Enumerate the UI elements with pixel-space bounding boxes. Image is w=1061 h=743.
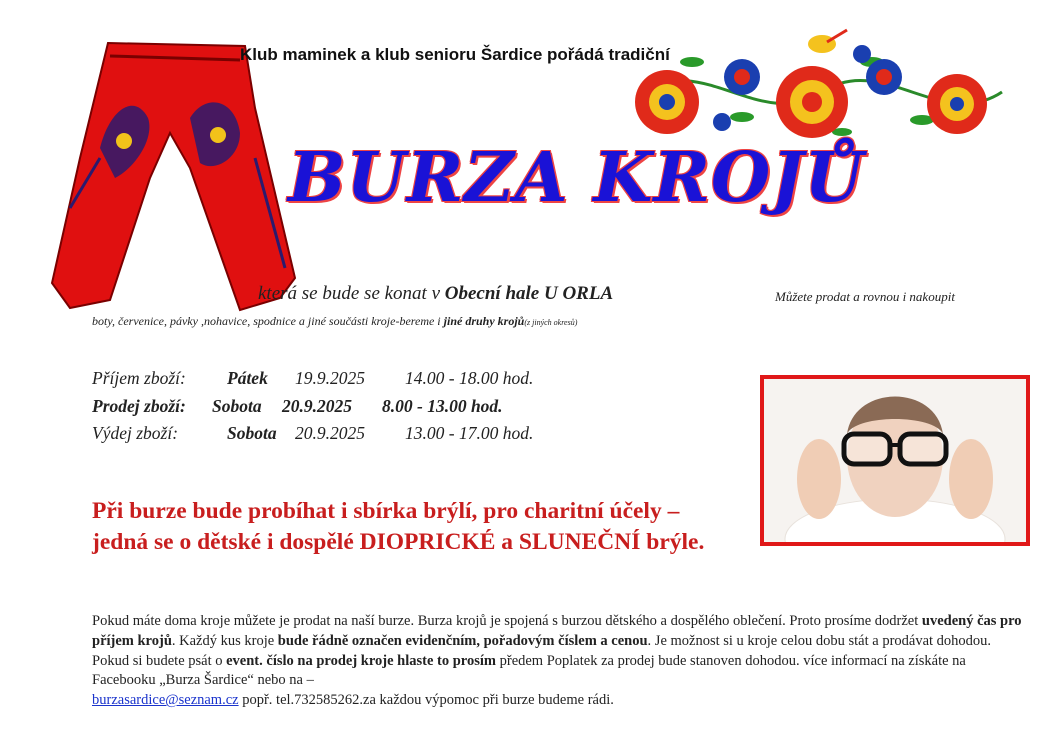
organizer-line: Klub maminek a klub senioru Šardice pořádá tradiční (240, 45, 670, 64)
accepted-items-line (92, 314, 577, 329)
schedule-date: 20.9.2025 (282, 396, 352, 416)
glasses-collection-notice: Při burze bude probíhat i sbírka brýlí, pro charitní účely – jedná se o dětské i dospělé DIOPRICKÉ a SLUNEČNÍ brýle. (92, 498, 705, 555)
schedule-date: 20.9.2025 (295, 423, 365, 443)
items-small: (z jiných okresů) (524, 318, 578, 327)
schedule-day: Sobota (212, 396, 262, 416)
schedule-row (92, 368, 533, 389)
info-text: popř. tel.732585262.za každou výpomoc při burze budeme rádi. (238, 692, 614, 709)
info-text: . Každý kus kroje (171, 632, 278, 649)
info-text: . Je možnost si u kroje celou dobu stát a prodávat dohodou. Pokud si budete psát o (92, 632, 992, 669)
email-link[interactable]: burzasardice@seznam.cz (92, 692, 239, 709)
info-bold: uvedený čas pro příjem krojů (92, 613, 1022, 649)
schedule-row (92, 423, 533, 444)
red-folk-trousers-image (40, 38, 302, 313)
venue-line (258, 283, 613, 305)
venue-place: Obecní hale U ORLA (444, 283, 614, 304)
schedule-time: 14.00 - 18.00 hod. (405, 368, 534, 388)
venue-prefix: která se bude se konat v (258, 283, 445, 304)
items-prefix: boty, červenice, pávky ,nohavice, spodnice a jiné součásti kroje-bereme i (92, 314, 444, 328)
info-text: Pokud máte doma kroje můžete je prodat na naší burze. Burza krojů je spojená s burzou dětského a dospělého oblečení. Proto prosíme dodržet (92, 613, 922, 629)
folk-flower-ornament-image (622, 22, 1007, 152)
info-text: předem Poplatek za prodej bude stanoven dohodou. více informací na získáte na Facebooku „Burza Šardice“ nebo na – (92, 652, 966, 689)
schedule-time: 13.00 - 17.00 hod. (405, 423, 534, 443)
info-paragraph (92, 612, 1022, 711)
info-bold: bude řádně označen evidenčním, pořadovým číslem a cenou (277, 632, 648, 649)
schedule-row (92, 396, 503, 417)
schedule-label: Prodej zboží: (92, 396, 186, 416)
schedule-time: 8.00 - 13.00 hod. (382, 396, 503, 416)
items-bold: jiné druhy krojů (443, 314, 525, 328)
glasses-photo (760, 375, 1030, 546)
schedule-label: Výdej zboží: (92, 423, 179, 443)
event-title: BURZA KROJŮ (288, 138, 865, 218)
info-bold: event. číslo na prodej kroje hlaste to prosím (226, 652, 496, 669)
woman-with-glasses-image (764, 379, 1026, 542)
schedule-date: 19.9.2025 (295, 368, 365, 388)
sell-buy-note: Můžete prodat a rovnou i nakoupit (775, 289, 955, 304)
schedule-label: Příjem zboží: (92, 368, 186, 388)
schedule-day: Pátek (227, 368, 268, 388)
schedule-day: Sobota (227, 423, 277, 443)
